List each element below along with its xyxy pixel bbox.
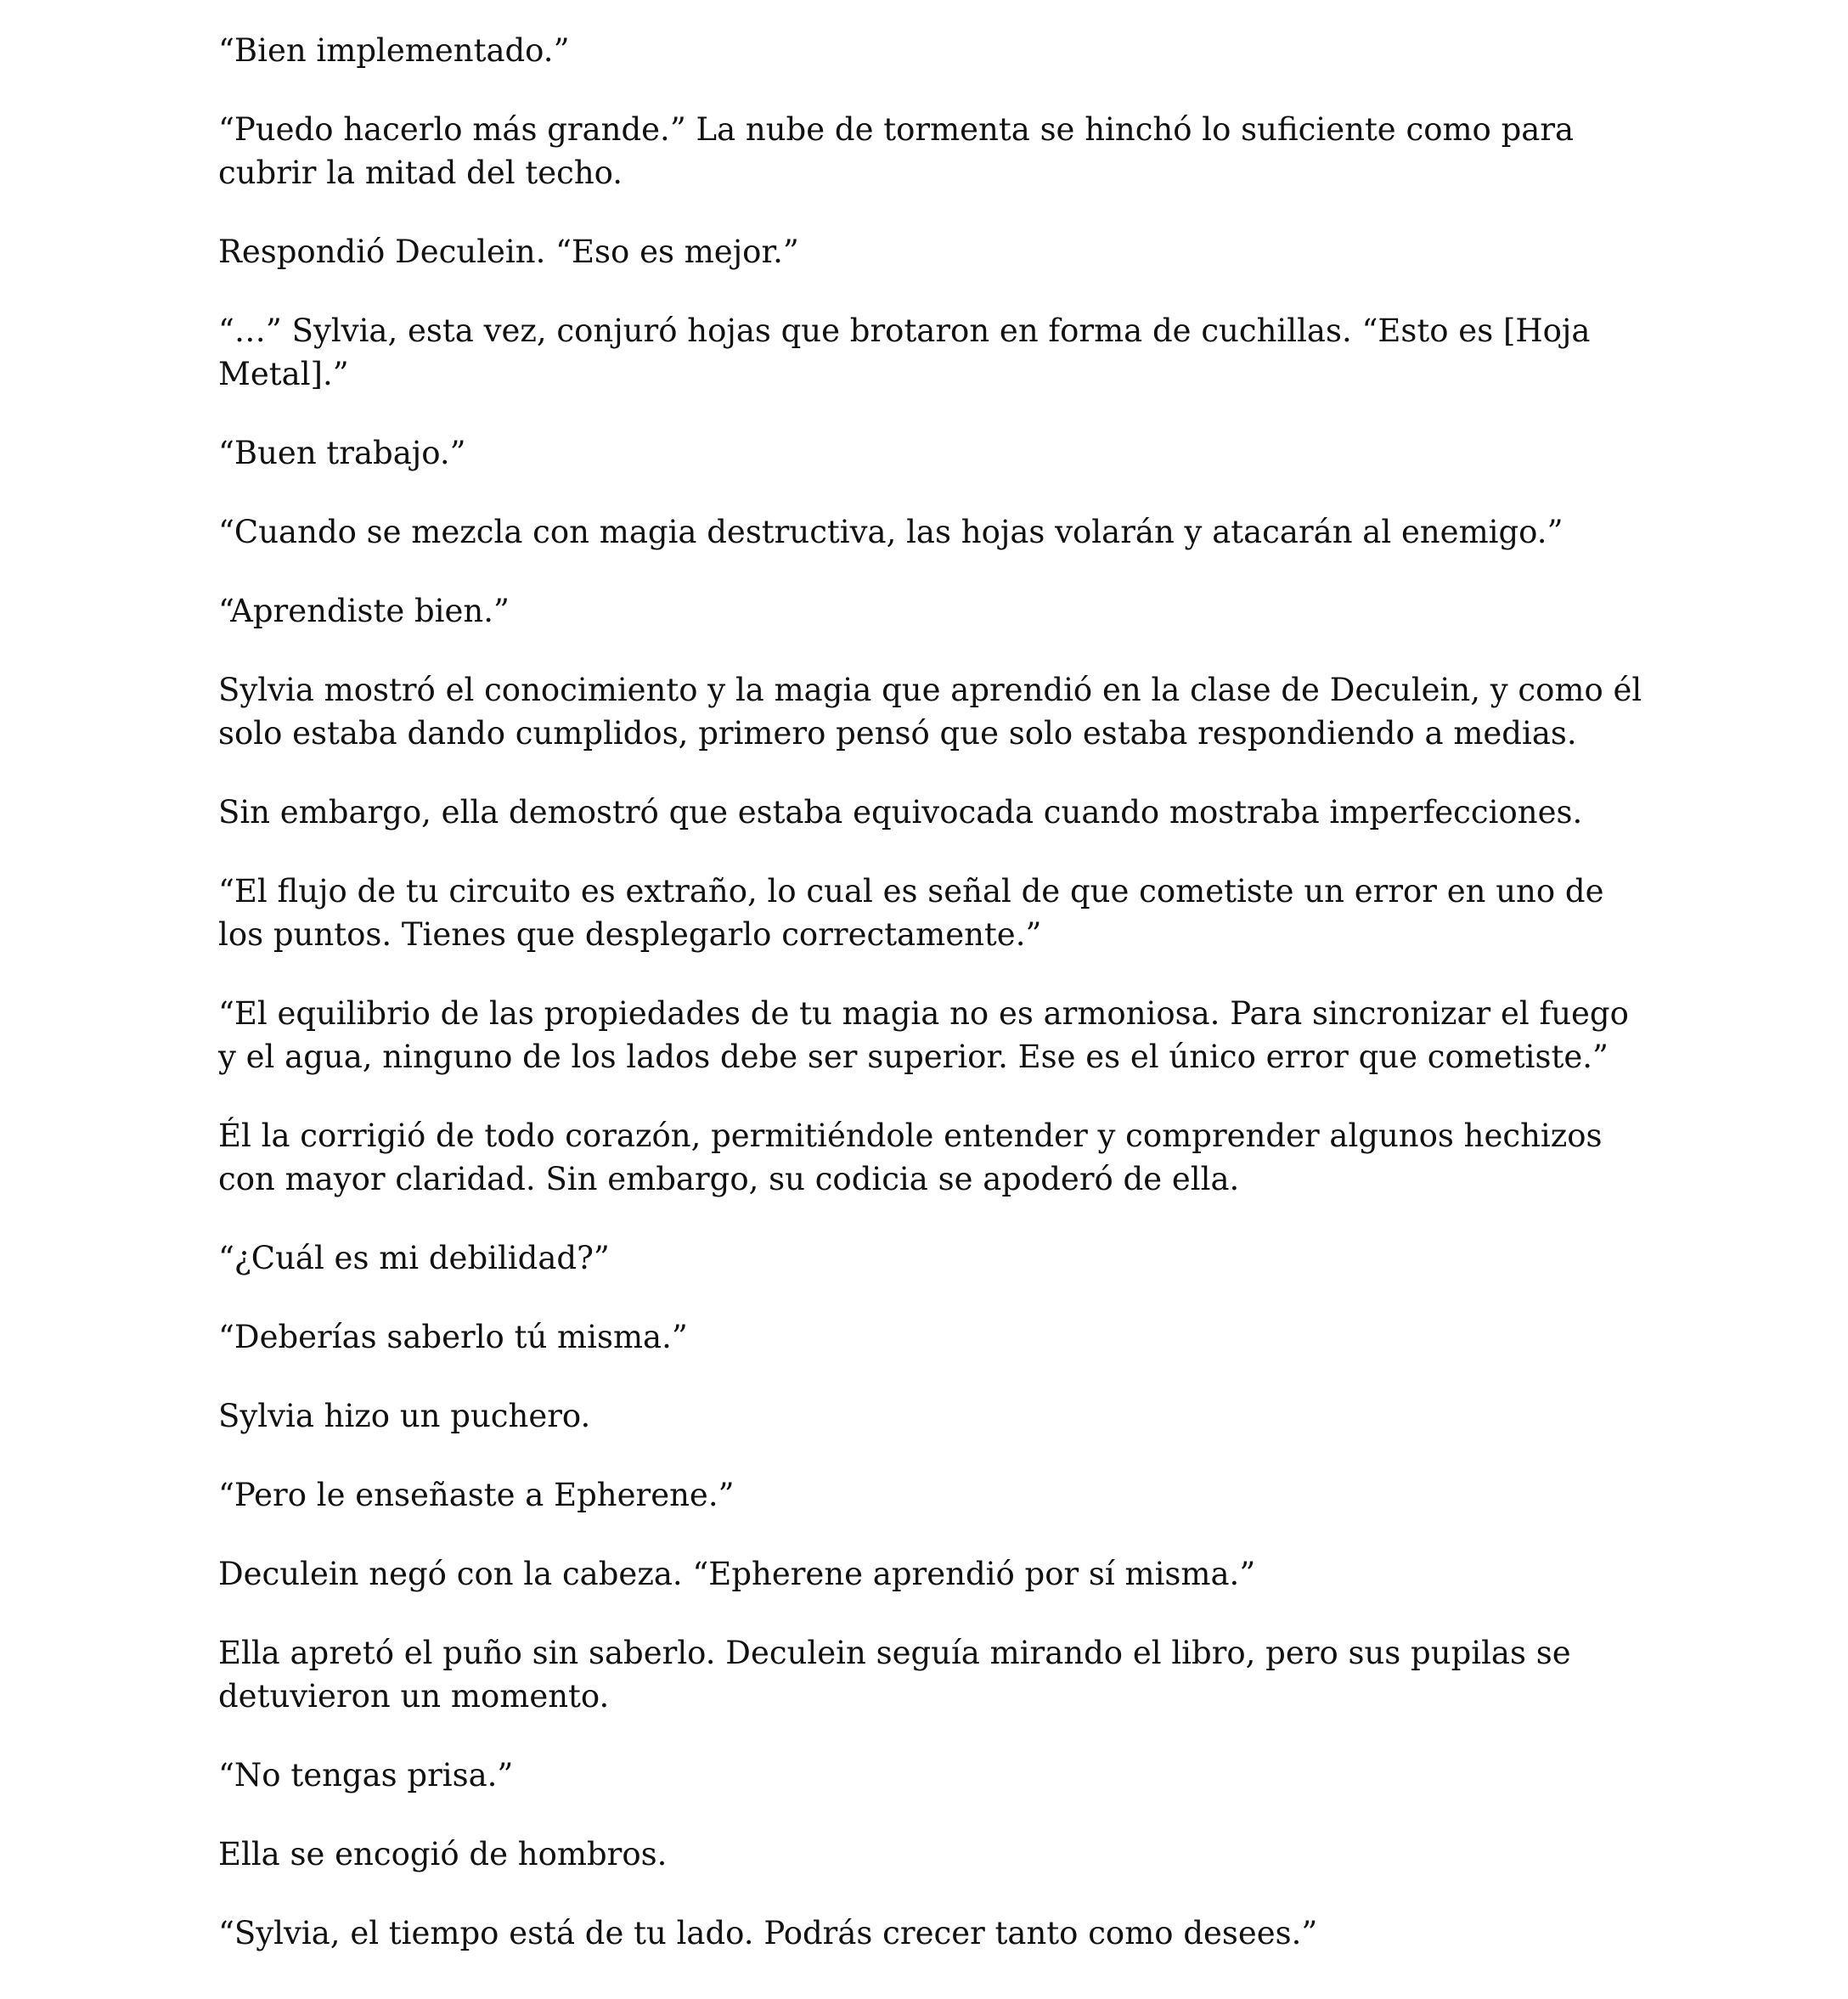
paragraph: “Sylvia, el tiempo está de tu lado. Podrás crecer tanto como desees.” [218, 1915, 1318, 1951]
paragraph: “El equilibrio de las propiedades de tu magia no es armoniosa. Para sincronizar el fuego y el agua, ninguno de los lados debe ser superior. Ese es el único error que cometiste.” [218, 995, 1629, 1075]
paragraph: “Aprendiste bien.” [218, 593, 510, 629]
paragraph: “No tengas prisa.” [218, 1757, 514, 1793]
paragraph: “Deberías saberlo tú misma.” [218, 1319, 688, 1355]
paragraph: “Puedo hacerlo más grande.” La nube de tormenta se hinchó lo suficiente como para cubrir la mitad del techo. [218, 111, 1575, 191]
paragraph: Sylvia hizo un puchero. [218, 1398, 591, 1434]
paragraph: “Bien implementado.” [218, 32, 570, 69]
paragraph: Ella apretó el puño sin saberlo. Deculein seguía mirando el libro, pero sus pupilas se detuvieron un momento. [218, 1635, 1571, 1715]
paragraph: “¿Cuál es mi debilidad?” [218, 1240, 610, 1276]
paragraph: “El flujo de tu circuito es extraño, lo cual es señal de que cometiste un error en uno de los puntos. Tienes que desplegarlo correctamente.” [218, 873, 1604, 953]
paragraph: Él la corrigió de todo corazón, permitiéndole entender y comprender algunos hechizos con mayor claridad. Sin embargo, su codicia se apoderó de ella. [218, 1118, 1603, 1197]
paragraph: “…” Sylvia, esta vez, conjuró hojas que brotaron en forma de cuchillas. “Esto es [Hoja Metal].” [218, 313, 1591, 392]
paragraph: Sin embargo, ella demostró que estaba equivocada cuando mostraba imperfecciones. [218, 794, 1583, 831]
paragraph: “Pero le enseñaste a Epherene.” [218, 1477, 735, 1513]
document-page [218, 0, 1645, 1991]
paragraph: Ella se encogió de hombros. [218, 1836, 668, 1872]
paragraph: Respondió Deculein. “Eso es mejor.” [218, 234, 799, 270]
paragraph: “Cuando se mezcla con magia destructiva, las hojas volarán y atacarán al enemigo.” [218, 514, 1563, 550]
paragraph: Deculein negó con la cabeza. “Epherene aprendió por sí misma.” [218, 1556, 1256, 1592]
paragraph: “Buen trabajo.” [218, 435, 466, 471]
paragraph: Sylvia mostró el conocimiento y la magia que aprendió en la clase de Deculein, y como él solo estaba dando cumplidos, primero pensó que solo estaba respondiendo a medias. [218, 672, 1642, 752]
